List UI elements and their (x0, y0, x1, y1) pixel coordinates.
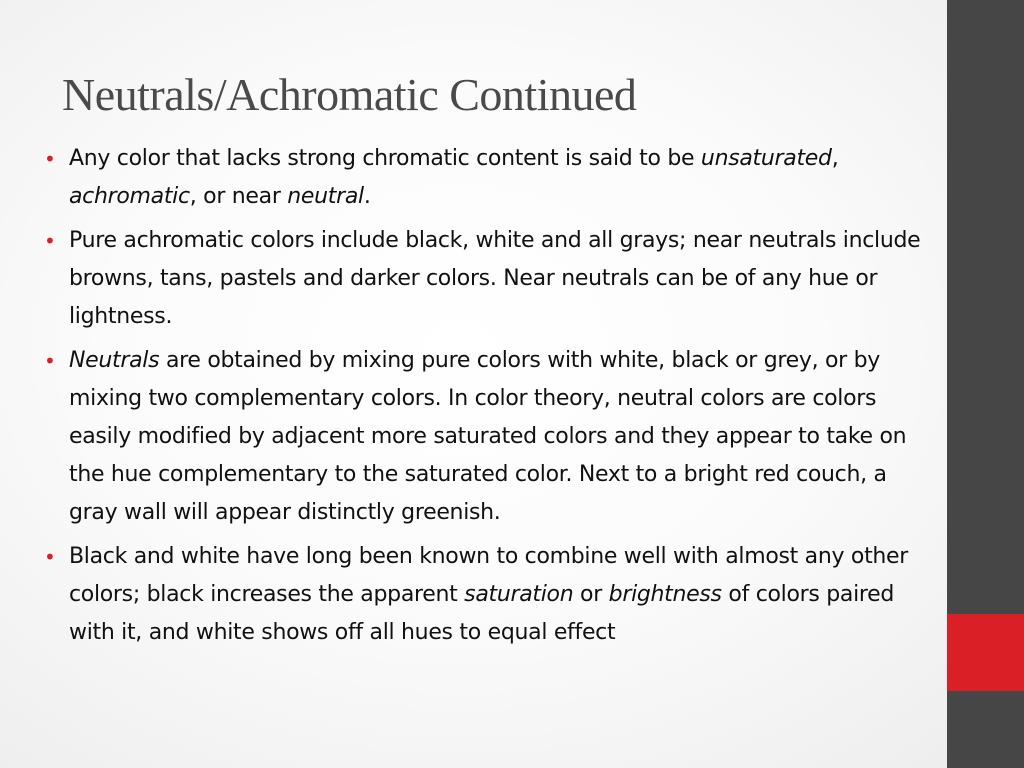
bullet-text: , or near (189, 184, 288, 209)
bullet-item (44, 140, 934, 216)
bullet-marker: • (44, 147, 56, 171)
emphasis-text: saturation (464, 582, 574, 607)
bullet-marker: • (44, 545, 56, 569)
bullet-text: or (573, 582, 609, 607)
bullet-text: . (363, 184, 371, 209)
bullet-item (44, 538, 934, 652)
bullet-text: Pure achromatic colors include black, white and all grays; near neutrals include browns, tans, pastels and darker colors. Near neutrals can be of any hue or lightness. (69, 228, 921, 329)
side-decoration-bar (947, 0, 1024, 768)
emphasis-text: Neutrals (69, 348, 160, 373)
bullet-item (44, 342, 934, 532)
bullet-item (44, 222, 934, 336)
bullet-text: Any color that lacks strong chromatic content is said to be (69, 146, 701, 171)
bullet-text: , (831, 146, 839, 171)
bullet-text: Black and white have long been known to combine well with almost any other colors; black increases the apparent (69, 544, 909, 607)
bullet-text: of colors paired with it, and white shows off all hues to equal effect (69, 582, 895, 645)
emphasis-text: neutral (287, 184, 364, 209)
bullet-marker: • (44, 349, 56, 373)
emphasis-text: brightness (608, 582, 722, 607)
emphasis-text: achromatic (69, 184, 190, 209)
bullet-list (44, 140, 934, 658)
slide-title: Neutrals/Achromatic Continued (62, 69, 637, 120)
bullet-marker: • (44, 229, 56, 253)
red-accent-block (947, 614, 1024, 691)
bullet-text: are obtained by mixing pure colors with white, black or grey, or by mixing two complementary colors. In color theory, neutral colors are colors easily modified by adjacent more saturated colors and they appear to take on the hue complementary to the saturated color. Next to a bright red couch, a gray wall will appear distinctly greenish. (69, 348, 907, 525)
emphasis-text: unsaturated (700, 146, 832, 171)
